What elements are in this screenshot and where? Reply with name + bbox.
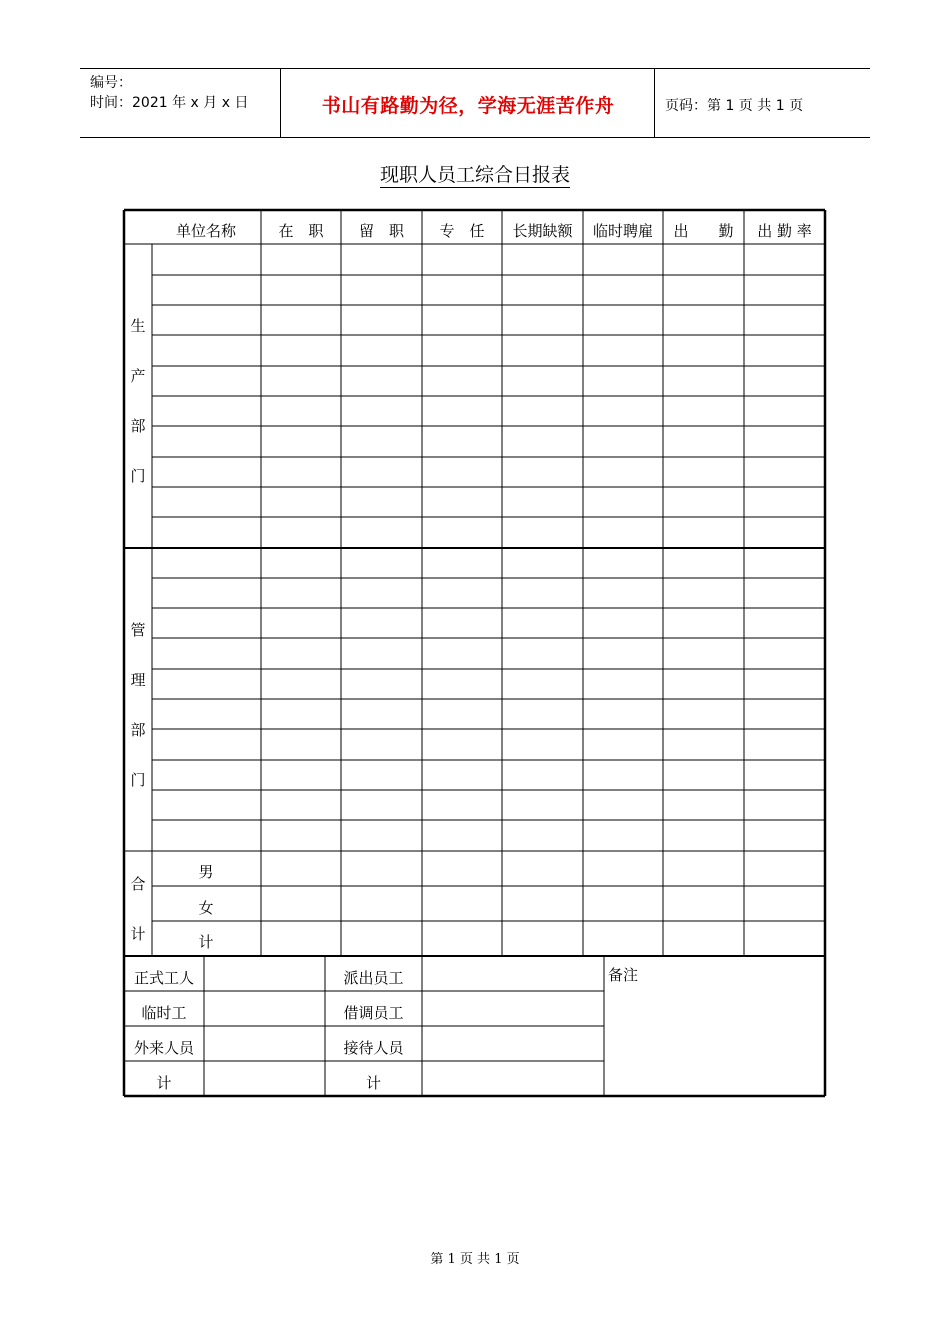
header-time: 时间：2021 年 x 月 x 日 — [90, 95, 249, 111]
summary-label-mid-sum: 计 — [365, 1074, 381, 1092]
column-header-in-service: 在 职 — [278, 222, 324, 240]
total-row-male: 男 — [198, 863, 214, 881]
group-label-management: 部 — [130, 721, 146, 739]
group-label-management: 门 — [130, 771, 146, 789]
remarks-label: 备注 — [608, 966, 639, 984]
group-label-total: 计 — [130, 925, 146, 943]
group-label-management: 理 — [130, 671, 146, 689]
page-title-text: 现职人员工综合日报表 — [379, 164, 570, 186]
total-row-female: 女 — [198, 899, 214, 917]
summary-label-left-sum: 计 — [156, 1074, 172, 1092]
group-label-production: 部 — [130, 417, 146, 435]
summary-label-dispatched-staff: 派出员工 — [343, 969, 404, 987]
group-label-total: 合 — [130, 875, 146, 893]
summary-label-seconded-staff: 借调员工 — [343, 1004, 404, 1022]
group-label-management: 管 — [130, 621, 146, 639]
column-header-full-time: 专 任 — [439, 222, 485, 240]
page-footer: 第 1 页 共 1 页 — [430, 1252, 520, 1267]
column-header-unit-name: 单位名称 — [175, 222, 236, 240]
group-label-production: 产 — [130, 367, 146, 385]
summary-label-regular-workers: 正式工人 — [133, 969, 194, 987]
summary-label-external-staff: 外来人员 — [133, 1039, 194, 1057]
summary-label-temporary-workers: 临时工 — [141, 1004, 187, 1022]
column-header-attendance-rate: 出 勤 率 — [757, 222, 812, 240]
summary-label-reception-staff: 接待人员 — [343, 1039, 404, 1057]
column-header-temporary-hire: 临时聘雇 — [592, 222, 653, 240]
column-header-long-term-vacancy: 长期缺额 — [512, 222, 573, 240]
header-number: 编号： — [90, 75, 132, 91]
total-row-sum: 计 — [198, 933, 214, 951]
group-label-production: 门 — [130, 467, 146, 485]
group-label-production: 生 — [130, 317, 146, 335]
header-page-info: 页码：第 1 页 共 1 页 — [665, 98, 804, 114]
column-header-retained: 留 职 — [358, 222, 404, 240]
column-header-attendance: 出 勤 — [673, 222, 734, 240]
header-motto: 书山有路勤为径，学海无涯苦作舟 — [321, 95, 615, 117]
